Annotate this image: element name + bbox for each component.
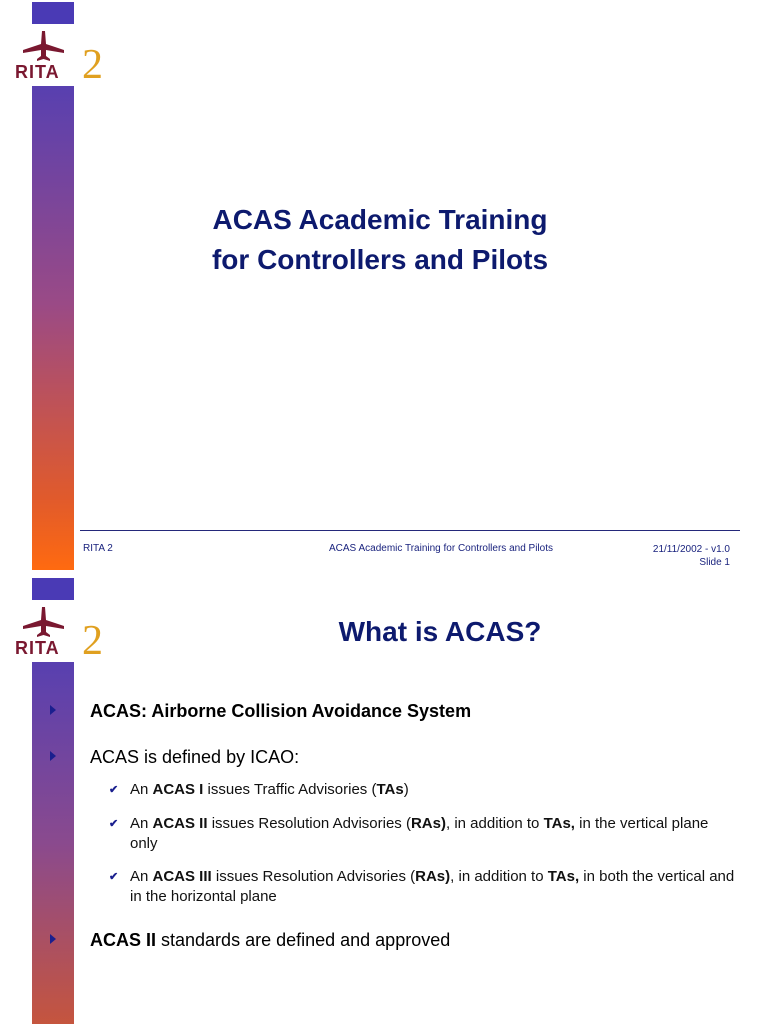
arrow-bullet-icon	[50, 934, 56, 944]
footer-rule	[80, 530, 740, 531]
bullet-text: ACAS: Airborne Collision Avoidance System	[90, 701, 472, 721]
title-line-1: ACAS Academic Training	[212, 204, 548, 235]
checkmark-icon: ✔	[109, 871, 119, 883]
sub-bullet-item: ✔ An ACAS I issues Traffic Advisories (TAs)	[109, 781, 409, 798]
slide-2	[0, 576, 768, 1024]
bullet-text: ACAS is defined by ICAO:	[90, 747, 300, 767]
slide-title: What is ACAS?	[338, 616, 542, 647]
arrow-bullet-icon	[50, 751, 56, 761]
airplane-icon	[23, 607, 64, 637]
sub-bullet-item: ✔ An ACAS III issues Resolution Advisories (RAs), in addition to TAs, in both the vertical and in the horizontal plane	[109, 868, 735, 905]
accent-bar-top	[32, 2, 74, 24]
footer-date: 21/11/2002 - v1.0	[652, 544, 730, 555]
bullet-item	[50, 700, 740, 722]
title-line-2: for Controllers and Pilots	[211, 244, 549, 275]
checkmark-icon: ✔	[109, 818, 119, 830]
gradient-sidebar	[32, 86, 74, 570]
footer-slide-number: Slide 1	[699, 557, 730, 568]
footer-right	[653, 543, 730, 569]
checkmark-icon: ✔	[109, 784, 119, 796]
bullet-list	[50, 700, 740, 951]
slide-title	[180, 200, 580, 280]
bullet-item	[50, 746, 740, 768]
accent-bar-top	[32, 578, 74, 600]
airplane-icon	[23, 31, 64, 61]
logo-numeral: 2	[82, 42, 103, 80]
sub-bullet-item: ✔ An ACAS II issues Resolution Advisories (RAs), in addition to TAs, in the vertical plane only	[109, 815, 709, 852]
logo-numeral: 2	[82, 618, 103, 656]
logo-wordmark: RITA	[15, 638, 60, 656]
logo-wordmark: RITA	[15, 62, 60, 80]
bullet-item: ACAS II standards are defined and approved	[50, 929, 740, 951]
footer-left: RITA 2	[83, 543, 113, 554]
rita2-logo	[12, 28, 112, 80]
footer-center: ACAS Academic Training for Controllers and Pilots	[329, 543, 553, 554]
arrow-bullet-icon	[50, 705, 56, 715]
rita2-logo	[12, 604, 112, 656]
